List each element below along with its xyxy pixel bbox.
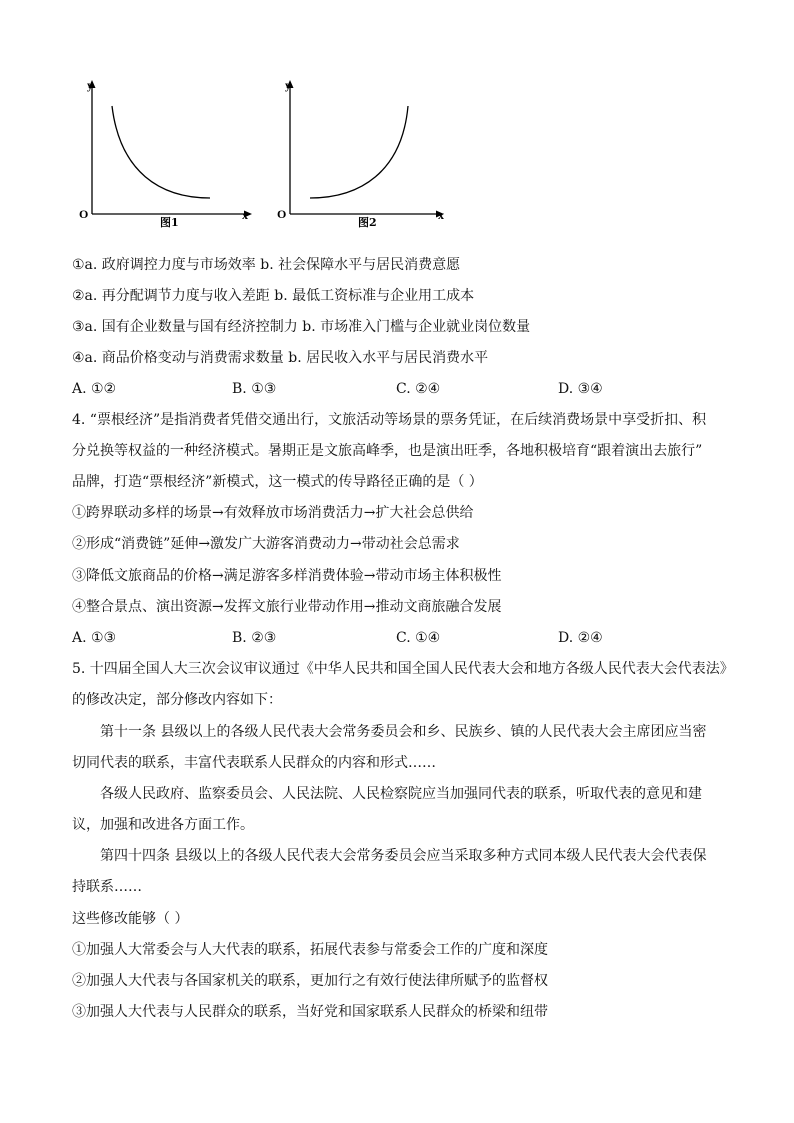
- figure-2-curve: [310, 106, 408, 198]
- q5-option-2: ②加强人大代表与各国家机关的联系，更加行之有效行使法律所赋予的监督权: [72, 973, 548, 989]
- q3-option-2: ②a. 再分配调节力度与收入差距 b. 最低工资标准与企业用工成本: [72, 288, 475, 304]
- q4-choice-d[interactable]: D. ②④: [558, 630, 603, 646]
- y-axis-label: y: [285, 78, 291, 92]
- q3-option-1: ①a. 政府调控力度与市场效率 b. 社会保障水平与居民消费意愿: [72, 257, 461, 273]
- x-axis-label: x: [242, 208, 248, 222]
- q3-choice-a[interactable]: A. ①②: [72, 381, 117, 397]
- q3-option-4: ④a. 商品价格变动与消费需求数量 b. 居民收入水平与居民消费水平: [72, 350, 489, 366]
- y-axis-label: y: [87, 78, 93, 92]
- q4-option-4: ④整合景点、演出资源→发挥文旅行业带动作用→推动文商旅融合发展: [72, 599, 502, 615]
- figure-1-graph: [76, 74, 256, 234]
- figure-2: [274, 74, 454, 234]
- origin-label: O: [277, 207, 287, 221]
- q4-stem-line-3: 品牌，打造“票根经济”新模式，这一模式的传导路径正确的是（ ）: [72, 474, 483, 490]
- figure-1-title: 图1: [160, 216, 179, 229]
- q3-choice-c[interactable]: C. ②④: [396, 381, 441, 397]
- q5-question: 这些修改能够（ ）: [72, 911, 189, 927]
- q3-choice-b[interactable]: B. ①③: [232, 381, 277, 397]
- q3-option-3: ③a. 国有企业数量与国有经济控制力 b. 市场准入门槛与企业就业岗位数量: [72, 319, 531, 335]
- q4-option-3: ③降低文旅商品的价格→满足游客多样消费体验→带动市场主体积极性: [72, 568, 502, 584]
- q5-article-44-line-2: 持联系……: [72, 879, 142, 895]
- figure-1-curve: [112, 106, 210, 198]
- q5-stem-line-1: 5. 十四届全国人大三次会议审议通过《中华人民共和国全国人民代表大会和地方各级人民代表大会代表法》: [72, 661, 734, 677]
- figure-2-graph: [274, 74, 454, 234]
- q5-paragraph-2-line-1: 各级人民政府、监察委员会、人民法院、人民检察院应当加强同代表的联系，听取代表的意见和建: [100, 786, 702, 802]
- origin-label: O: [79, 207, 89, 221]
- q5-article-11-line-2: 切同代表的联系，丰富代表联系人民群众的内容和形式……: [72, 755, 436, 771]
- q4-choice-a[interactable]: A. ①③: [72, 630, 117, 646]
- q4-choice-c[interactable]: C. ①④: [396, 630, 441, 646]
- q4-option-2: ②形成“消费链”延伸→激发广大游客消费动力→带动社会总需求: [72, 536, 460, 552]
- q5-stem-line-2: 的修改决定，部分修改内容如下：: [72, 692, 282, 708]
- figure-2-title: 图2: [358, 216, 377, 229]
- q4-stem-line-2: 分兑换等权益的一种经济模式。暑期正是文旅高峰季，也是演出旺季，各地积极培育“跟着演出去旅行”: [72, 443, 703, 459]
- q5-paragraph-2-line-2: 议，加强和改进各方面工作。: [72, 817, 254, 833]
- q5-option-3: ③加强人大代表与人民群众的联系，当好党和国家联系人民群众的桥梁和纽带: [72, 1004, 548, 1020]
- q5-article-44-line-1: 第四十四条 县级以上的各级人民代表大会常务委员会应当采取多种方式同本级人民代表大会代表保: [100, 848, 707, 864]
- q4-stem-line-1: 4. “票根经济”是指消费者凭借交通出行，文旅活动等场景的票务凭证，在后续消费场景中享受折扣、积: [72, 412, 707, 428]
- figure-1: [76, 74, 256, 234]
- q4-choice-b[interactable]: B. ②③: [232, 630, 277, 646]
- q5-option-1: ①加强人大常委会与人大代表的联系，拓展代表参与常委会工作的广度和深度: [72, 942, 548, 958]
- q5-article-11-line-1: 第十一条 县级以上的各级人民代表大会常务委员会和乡、民族乡、镇的人民代表大会主席团应当密: [100, 724, 707, 740]
- q3-choice-d[interactable]: D. ③④: [558, 381, 603, 397]
- q4-option-1: ①跨界联动多样的场景→有效释放市场消费活力→扩大社会总供给: [72, 505, 474, 521]
- x-axis-label: x: [438, 208, 444, 222]
